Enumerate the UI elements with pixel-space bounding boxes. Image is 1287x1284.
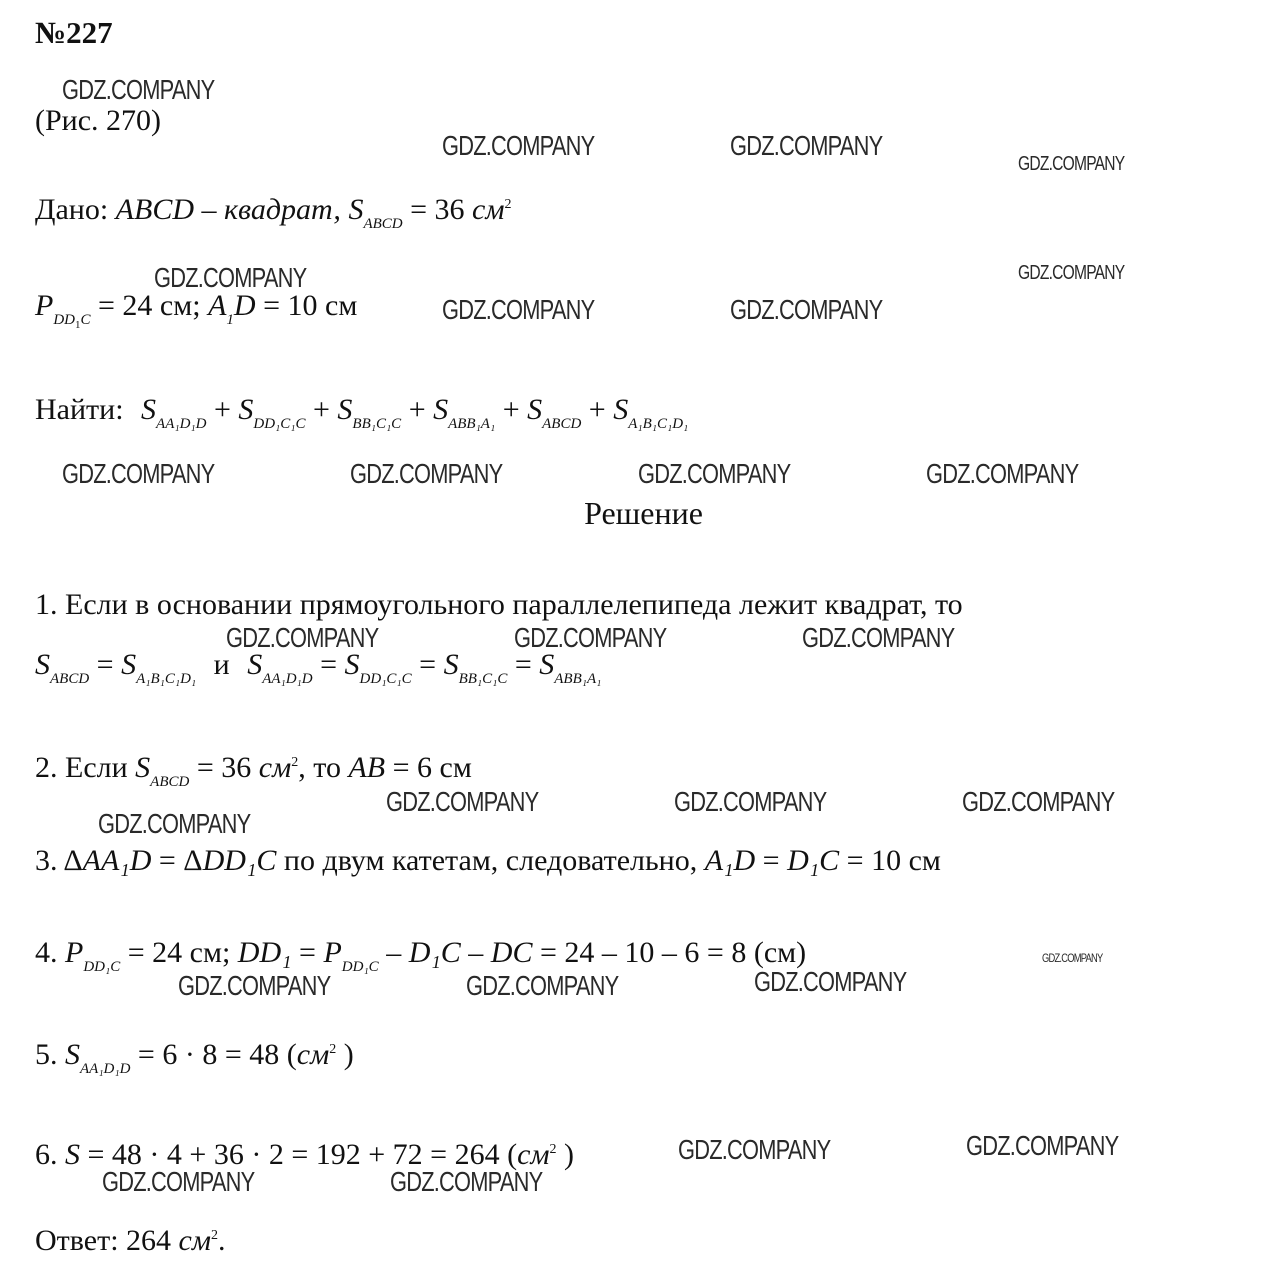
area-unit: см (472, 193, 505, 226)
watermark: GDZ.COMPANY (62, 458, 215, 489)
segment-a1d-value: = 10 см (263, 289, 358, 322)
watermark: GDZ.COMPANY (386, 786, 539, 817)
watermark: GDZ.COMPANY (674, 786, 827, 817)
watermark: GDZ.COMPANY (962, 786, 1115, 817)
answer: Ответ: 264 $см^2$. (35, 1224, 226, 1257)
watermark: GDZ.COMPANY (226, 622, 379, 653)
find-line: Найти: $S_{AA_1D_1D} + S_{DD_1C_1C} + S_{BB_1C_1C} + S_{ABB_1A_1} + S_{ABCD} + S_{A_1B_1C_1D_1}$ (35, 393, 689, 432)
watermark: GDZ.COMPANY (1018, 262, 1125, 284)
given-line-1 (35, 193, 512, 232)
watermark: GDZ.COMPANY (678, 1134, 831, 1165)
watermark: GDZ.COMPANY (442, 130, 595, 161)
step-1-text: 1. Если в основании прямоугольного параллелепипеда лежит квадрат, то (35, 588, 963, 621)
segment-a1d: $A_1D$ (208, 289, 256, 328)
watermark: GDZ.COMPANY (926, 458, 1079, 489)
solution-heading: Решение (584, 495, 703, 531)
figure-reference: (Рис. 270) (35, 104, 162, 137)
area-value: = 36 (410, 193, 465, 226)
step-5: 5. $S_{AA_1D_1D} = 6 \cdot 8 = 48$ ($см^2$ ) (35, 1038, 354, 1077)
watermark: GDZ.COMPANY (350, 458, 503, 489)
problem-number: №227 (35, 15, 113, 50)
step-4: 4. $P_{DD_1C} = 24$ см; $DD_1 = P_{DD_1C} - D_1C$ – DC = 24 – 10 – 6 = 8 (см) (35, 936, 807, 975)
step-3: 3. ΔAA₁D = ΔDD₁C по двум катетам, следовательно, A₁D = D₁C = 10 см (35, 844, 941, 877)
find-label: Найти: (35, 393, 124, 426)
watermark: GDZ.COMPANY (466, 970, 619, 1001)
given-line-2 (35, 289, 358, 331)
watermark: GDZ.COMPANY (442, 294, 595, 325)
watermark: GDZ.COMPANY (730, 294, 883, 325)
watermark: GDZ.COMPANY (730, 130, 883, 161)
given-label: Дано: (35, 193, 109, 226)
area-symbol: S (348, 193, 364, 226)
step-1-formula: $S_{ABCD} = S_{A_1B_1C_1D_1}$ и $S_{AA_1D_1D} = S_{DD_1C_1C} = S_{BB_1C_1C} = S_{ABB_1A_1}$ (35, 648, 602, 687)
watermark: GDZ.COMPANY (154, 262, 307, 293)
given-square-text: ABCD – квадрат, (115, 193, 341, 226)
watermark: GDZ.COMPANY (102, 1166, 255, 1197)
step-6: 6. S = 48 · 4 + 36 · 2 = 192 + 72 = 264 ($см^2$ ) (35, 1138, 575, 1171)
watermark: GDZ.COMPANY (802, 622, 955, 653)
watermark: GDZ.COMPANY (98, 808, 251, 839)
watermark: GDZ.COMPANY (966, 1130, 1119, 1161)
area-exponent: 2 (504, 197, 512, 212)
perimeter-subscript: DD1C (53, 312, 91, 331)
perimeter-value: = 24 см; (98, 289, 201, 322)
watermark: GDZ.COMPANY (178, 970, 331, 1001)
step-2: 2. Если $S_{ABCD} = 36$ $см^2$, то AB = 6 см (35, 751, 472, 790)
watermark: GDZ.COMPANY (390, 1166, 543, 1197)
perimeter-symbol: P (35, 289, 54, 322)
area-subscript: ABCD (363, 216, 403, 232)
watermark: GDZ.COMPANY (62, 74, 215, 105)
watermark: GDZ.COMPANY (638, 458, 791, 489)
watermark: GDZ.COMPANY (514, 622, 667, 653)
watermark: GDZ.COMPANY (754, 966, 907, 997)
watermark: GDZ.COMPANY (1018, 153, 1125, 175)
watermark: GDZ.COMPANY (1042, 951, 1103, 965)
